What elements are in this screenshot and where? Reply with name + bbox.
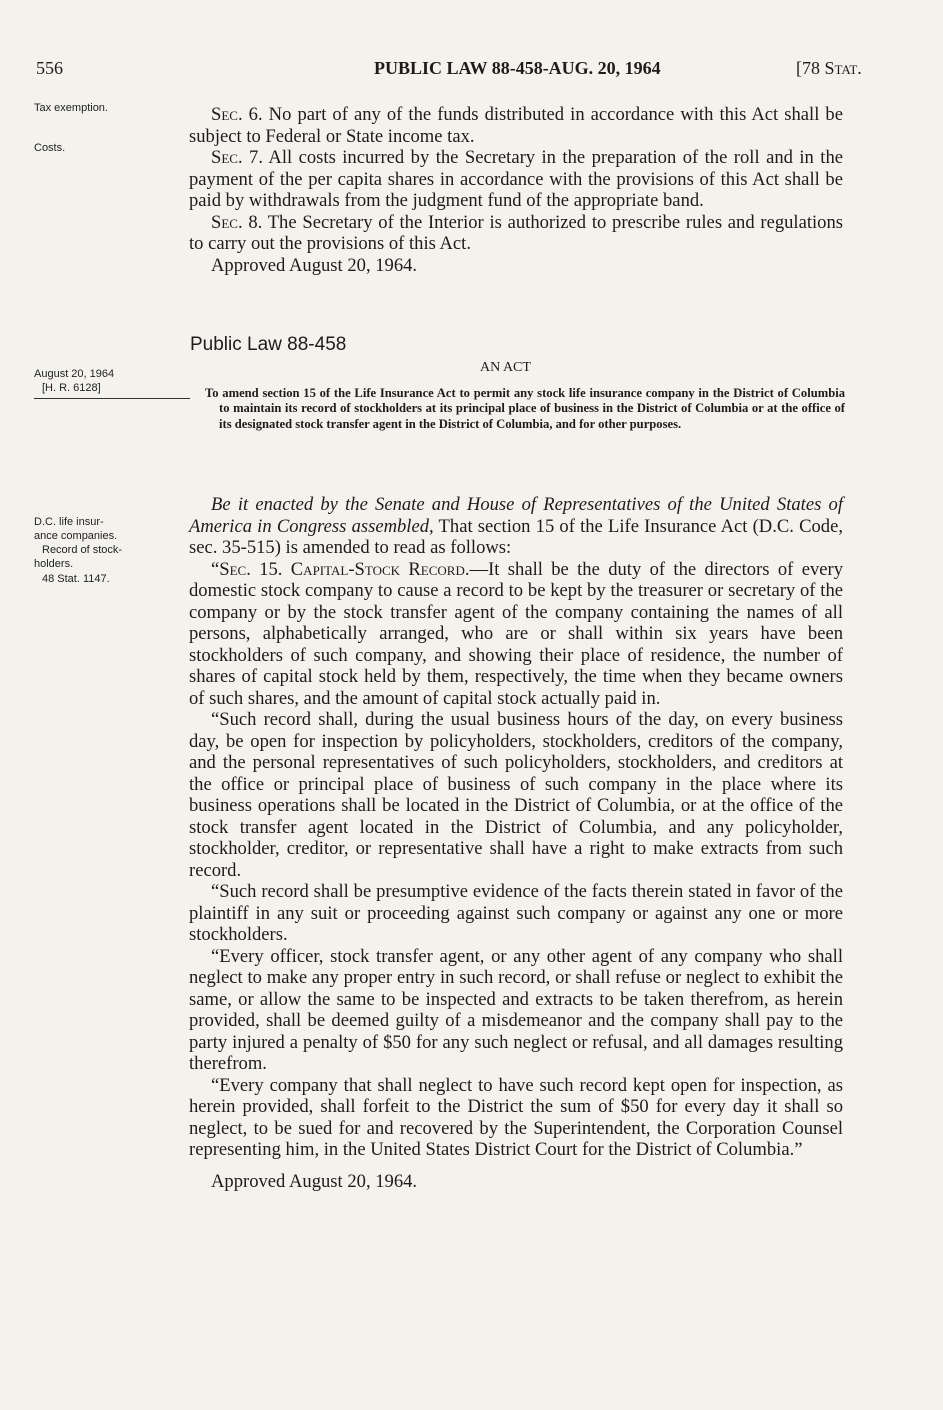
section-6: Sec. 6. No part of any of the funds distributed in accordance with this Act shall be subject to Federal or State income tax. xyxy=(189,104,843,147)
header-title: PUBLIC LAW 88-458-AUG. 20, 1964 xyxy=(374,58,661,78)
section-8: Sec. 8. The Secretary of the Interior is authorized to prescribe rules and regulations to carry out the provisions of this Act. xyxy=(189,211,843,254)
paragraph-evidence: “Such record shall be presumptive evidence of the facts therein stated in favor of the plaintiff in any suit or proceeding against such company or against any one or more stockholders. xyxy=(189,881,843,945)
margin-rule xyxy=(34,398,190,399)
section-7: Sec. 7. All costs incurred by the Secretary in the preparation of the roll and in the payment of the per capita shares in accordance with the provisions of this Act shall be paid by withdrawals from the judgment fund of the appropriate band. xyxy=(189,147,843,211)
margin-note-dc-life-2: ance companies. xyxy=(34,530,118,542)
margin-note-tax-exemption: Tax exemption. xyxy=(34,102,108,114)
section-15: “Sec. 15. Capital-Stock Record.—It shall be the duty of the directors of every domestic stock company to cause a record to be kept by the treasurer or secretary of the company or by the stock transfer agent of the company containing the names of all persons, alphabetically arranged, who are or shall within six years have been stockholders of such company, and showing their place of residence, the number of shares of capital stock held by them, respectively, the time when they became owners of such shares, and the amount of capital stock actually paid in. xyxy=(189,558,843,709)
paragraph-forfeit: “Every company that shall neglect to have such record kept open for inspection, as herein provided, shall forfeit to the District the sum of $50 for every day it shall so neglect, to be sued for and recovered by the Superintendent, the Corporation Counsel representing him, in the United States District Court for the District of Columbia.” xyxy=(189,1074,843,1160)
volume-reference: [78 Stat. xyxy=(796,58,862,78)
paragraph-penalty: “Every officer, stock transfer agent, or any other agent of any company who shall neglect to make any proper entry in such record, or shall refuse or neglect to exhibit the same, or allow the same to be inspected and extracts to be taken therefrom, as herein provided, shall be deemed guilty of a misdemeanor and the company shall pay to the party injured a penalty of $50 for any such neglect or refusal, and all damages resulting therefrom. xyxy=(189,945,843,1074)
enacting-clause: Be it enacted by the Senate and House of Representatives of the United States of America in Congress assembled, That section 15 of the Life Insurance Act (D.C. Code, sec. 35-515) is amended to read as follows: xyxy=(189,494,843,558)
approved-date-1: Approved August 20, 1964. xyxy=(211,254,418,276)
margin-note-record-2: holders. xyxy=(34,558,74,570)
approved-date-2: Approved August 20, 1964. xyxy=(211,1170,418,1192)
act-title: To amend section 15 of the Life Insurance Act to permit any stock life insurance company in the District of Columbia to maintain its record of stockholders at its principal place of business in the District of Columbia or at the office of its designated stock transfer agent in the District of Columbia, and for other purposes. xyxy=(205,386,845,431)
margin-note-stat-ref: 48 Stat. 1147. xyxy=(42,573,110,585)
page-number: 556 xyxy=(36,58,63,78)
act-body xyxy=(189,494,843,1192)
an-act-heading: AN ACT xyxy=(480,360,531,375)
running-header xyxy=(36,58,896,84)
margin-note-dc-life-1: D.C. life insur- xyxy=(34,516,104,528)
paragraph-inspection: “Such record shall, during the usual business hours of the day, on every business day, be open for inspection by policyholders, stockholders, creditors of the company, and the personal representatives of such policyholders, stockholders, and creditors at the office or principal place of business of such company in the place where its business operations shall be located in the District of Columbia, or at the office of the stock transfer agent located in the District of Columbia, and any policyholder, stockholder, creditor, or representative shall have a right to make extracts from such record. xyxy=(189,709,843,881)
margin-note-costs: Costs. xyxy=(34,142,66,154)
public-law-number: Public Law 88-458 xyxy=(190,334,347,355)
margin-note-date: August 20, 1964 xyxy=(34,368,115,380)
margin-note-record-1: Record of stock- xyxy=(42,544,123,556)
margin-note-bill: [H. R. 6128] xyxy=(42,382,101,394)
sections-6-8 xyxy=(189,104,843,276)
